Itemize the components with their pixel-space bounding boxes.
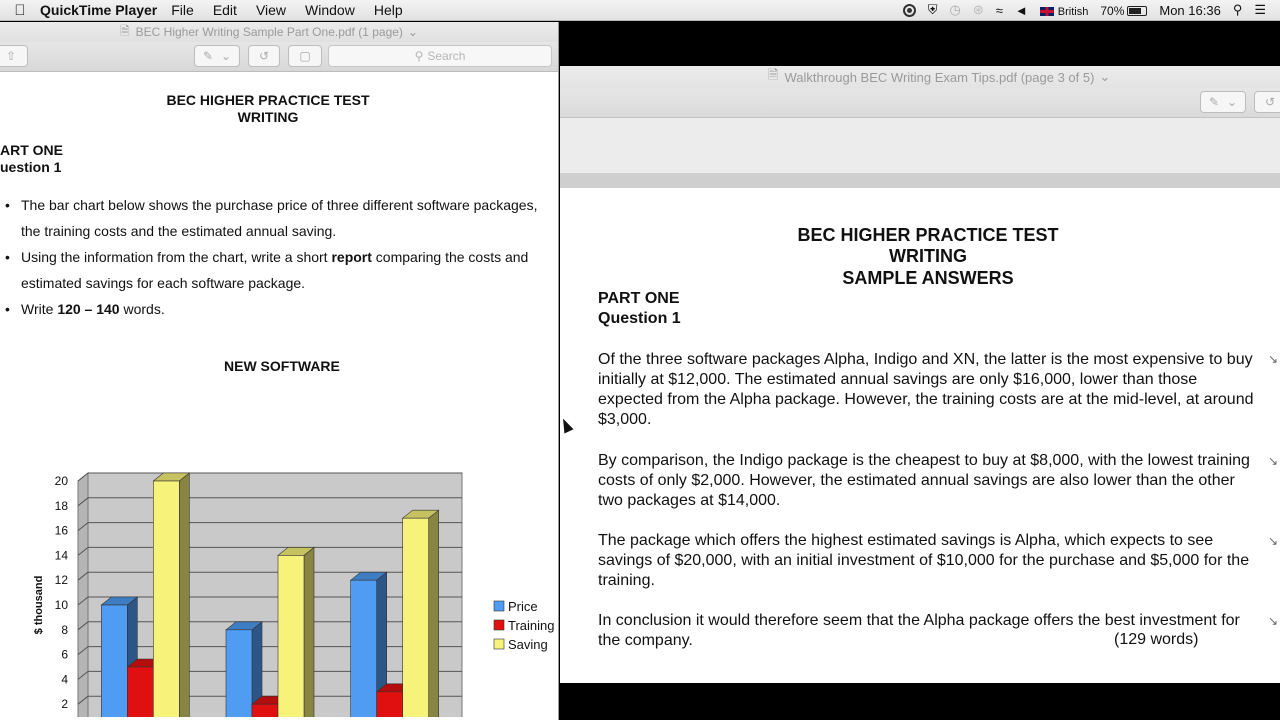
margin-mark-icon: ↘ [1267,534,1278,548]
bar-price-xn [351,580,377,717]
clock[interactable]: Mon 16:36 [1159,2,1221,18]
answer-paragraph-3: The package which offers the highest estimated savings is Alpha, which expects to see savings of $20,000, with an initial investment of $10,000 for the purchase and $5,000 for the training. [598,532,1250,589]
input-source-menu[interactable] [1040,3,1089,18]
bluetooth-icon[interactable]: ⊛ [972,2,984,17]
answer-heading-2: WRITING [889,246,967,266]
answer-heading-3: SAMPLE ANSWERS [842,268,1014,288]
battery-icon [1127,6,1147,16]
bar-price-alpha [101,605,127,717]
markup-button[interactable] [194,45,240,67]
margin-mark-icon: ↘ [1267,614,1278,628]
apple-menu-icon[interactable] [0,2,40,19]
right-window-titlebar[interactable] [560,66,1280,88]
page-gap [560,118,1280,174]
menu-bar [0,0,1280,21]
rotate-button[interactable] [248,45,280,67]
instruction-2-text-b: comparing the costs and estimated savings for each software package. [21,249,529,291]
legend-swatch-saving [494,639,504,649]
title-chevron-icon[interactable]: ⌄ [1099,69,1111,84]
margin-mark-icon: ↘ [1267,352,1278,366]
y-tick-label: 18 [54,498,68,513]
instruction-1: • The bar chart below shows the purchase price of three different software packages, the training costs and the estimated annual saving. [4,192,544,244]
instruction-3 [4,296,544,322]
doc-question: uestion 1 [0,159,62,175]
bar-training-indigo [252,704,278,717]
legend-label-training: Training [508,618,555,633]
doc-heading-1: BEC HIGHER PRACTICE TEST [166,92,370,108]
y-tick-label: 12 [54,573,68,588]
bar-side-saving [179,473,189,717]
chevron-down-icon: ⌄ [1227,95,1238,109]
rotate-icon: ↺ [258,49,270,63]
bar-price-indigo [226,630,252,717]
left-document-page [0,72,559,720]
menu-file[interactable]: File [171,2,194,18]
y-tick-label: 2 [61,697,68,712]
page-separator [560,174,1280,188]
legend-label-price: Price [508,599,538,614]
left-toolbar [0,42,558,72]
instruction-3-text-b: words. [119,301,165,317]
y-tick-label: 20 [54,474,68,488]
right-pdf-window [560,66,1280,683]
rotate-button[interactable] [1254,91,1280,113]
bar-saving-xn [403,518,429,717]
wifi-icon[interactable]: ≈ [995,2,1003,18]
rotate-icon: ↺ [1264,95,1276,109]
instruction-list [4,192,544,322]
uk-flag-icon [1040,7,1054,16]
search-input[interactable] [328,45,552,67]
pen-icon: ✎ [1208,95,1219,109]
share-icon: ⇧ [5,49,17,63]
instruction-3-text-a: Write [21,301,58,317]
notification-center-icon[interactable]: ☰ [1254,2,1266,17]
answer-question: Question 1 [598,310,681,327]
legend-label-saving: Saving [508,637,548,652]
doc-part: ART ONE [0,142,63,158]
chart-title: NEW SOFTWARE [224,358,340,374]
search-icon: ⚲ [414,49,424,63]
right-document-page [560,189,1280,683]
menu-app-name[interactable]: QuickTime Player [40,2,158,18]
input-source-label: British [1057,5,1089,18]
legend-swatch-price [494,601,504,611]
y-tick-label: 16 [54,523,68,538]
search-placeholder: Search [427,49,466,63]
battery-menu[interactable] [1100,3,1147,18]
battery-percent: 70% [1100,3,1125,18]
menu-window[interactable]: Window [305,2,355,18]
share-button[interactable] [0,45,28,67]
instruction-2-text-a: Using the information from the chart, write a short [21,249,332,265]
bar-training-xn [377,692,403,717]
word-count: (129 words) [1114,631,1199,648]
menu-edit[interactable]: Edit [212,2,237,18]
answer-paragraph-2: By comparison, the Indigo package is the cheapest to buy at $8,000, with the lowest training costs of only $2,000. However, the estimated annual savings are also lower than the other two packages at $14,000. [598,452,1250,509]
markup-button[interactable] [1200,91,1246,113]
chart-side-wall [78,473,88,717]
record-icon[interactable] [903,4,916,17]
bar-chart [0,377,559,717]
y-axis-title: $ thousand [33,575,45,635]
answer-paragraph-1: Of the three software packages Alpha, Indigo and XN, the latter is the most expensive to buy initially at $12,000. The estimated annual savings are only $16,000, lower than those expected from the Alpha package. However, the training costs are at the mid-level, at around $3,000. [598,351,1254,428]
volume-icon[interactable]: ◄ [1014,2,1028,18]
bar-training-alpha [127,667,153,717]
doc-heading-2: WRITING [237,109,299,125]
instruction-2-bold: report [331,249,372,265]
answer-heading-1: BEC HIGHER PRACTICE TEST [797,225,1059,245]
shield-icon[interactable]: ⛨ [927,2,938,17]
left-pdf-window [0,22,559,720]
bar-side-saving [304,547,314,717]
status-area [891,2,1280,18]
instruction-3-bold: 120 – 140 [57,301,120,317]
y-tick-label: 4 [61,672,68,687]
right-toolbar [560,88,1280,118]
right-window-title: Walkthrough BEC Writing Exam Tips.pdf (page 3 of 5) [784,69,1095,85]
y-tick-label: 10 [54,598,68,612]
y-tick-label: 14 [54,548,68,563]
pen-icon: ✎ [202,49,213,63]
chevron-down-icon: ⌄ [221,49,232,63]
title-chevron-icon[interactable]: ⌄ [407,25,418,39]
margin-mark-icon: ↘ [1267,454,1278,468]
answer-paragraph-4: In conclusion it would therefore seem that the Alpha package offers the best investment for the company. [598,612,1240,649]
left-window-title: BEC Higher Writing Sample Part One.pdf (1 page) [135,25,403,39]
toolbox-button[interactable] [288,45,322,67]
instruction-2 [4,244,544,296]
toolbox-icon: ▢ [299,49,311,63]
spotlight-search-icon[interactable]: ⚲ [1232,2,1243,17]
answer-part: PART ONE [598,290,680,307]
menu-help[interactable]: Help [373,2,403,18]
pdf-file-icon: 🗎 [120,23,130,38]
menu-view[interactable]: View [255,2,287,18]
bar-saving-alpha [153,481,179,717]
legend-swatch-training [494,620,504,630]
bar-saving-indigo [278,555,304,717]
y-tick-label: 6 [61,647,68,662]
pdf-file-icon: 🗎 [768,67,779,82]
y-tick-label: 8 [61,622,68,637]
time-machine-icon[interactable]: ◷ [949,2,961,17]
left-window-titlebar[interactable] [0,22,558,42]
bar-side-saving [429,510,439,717]
